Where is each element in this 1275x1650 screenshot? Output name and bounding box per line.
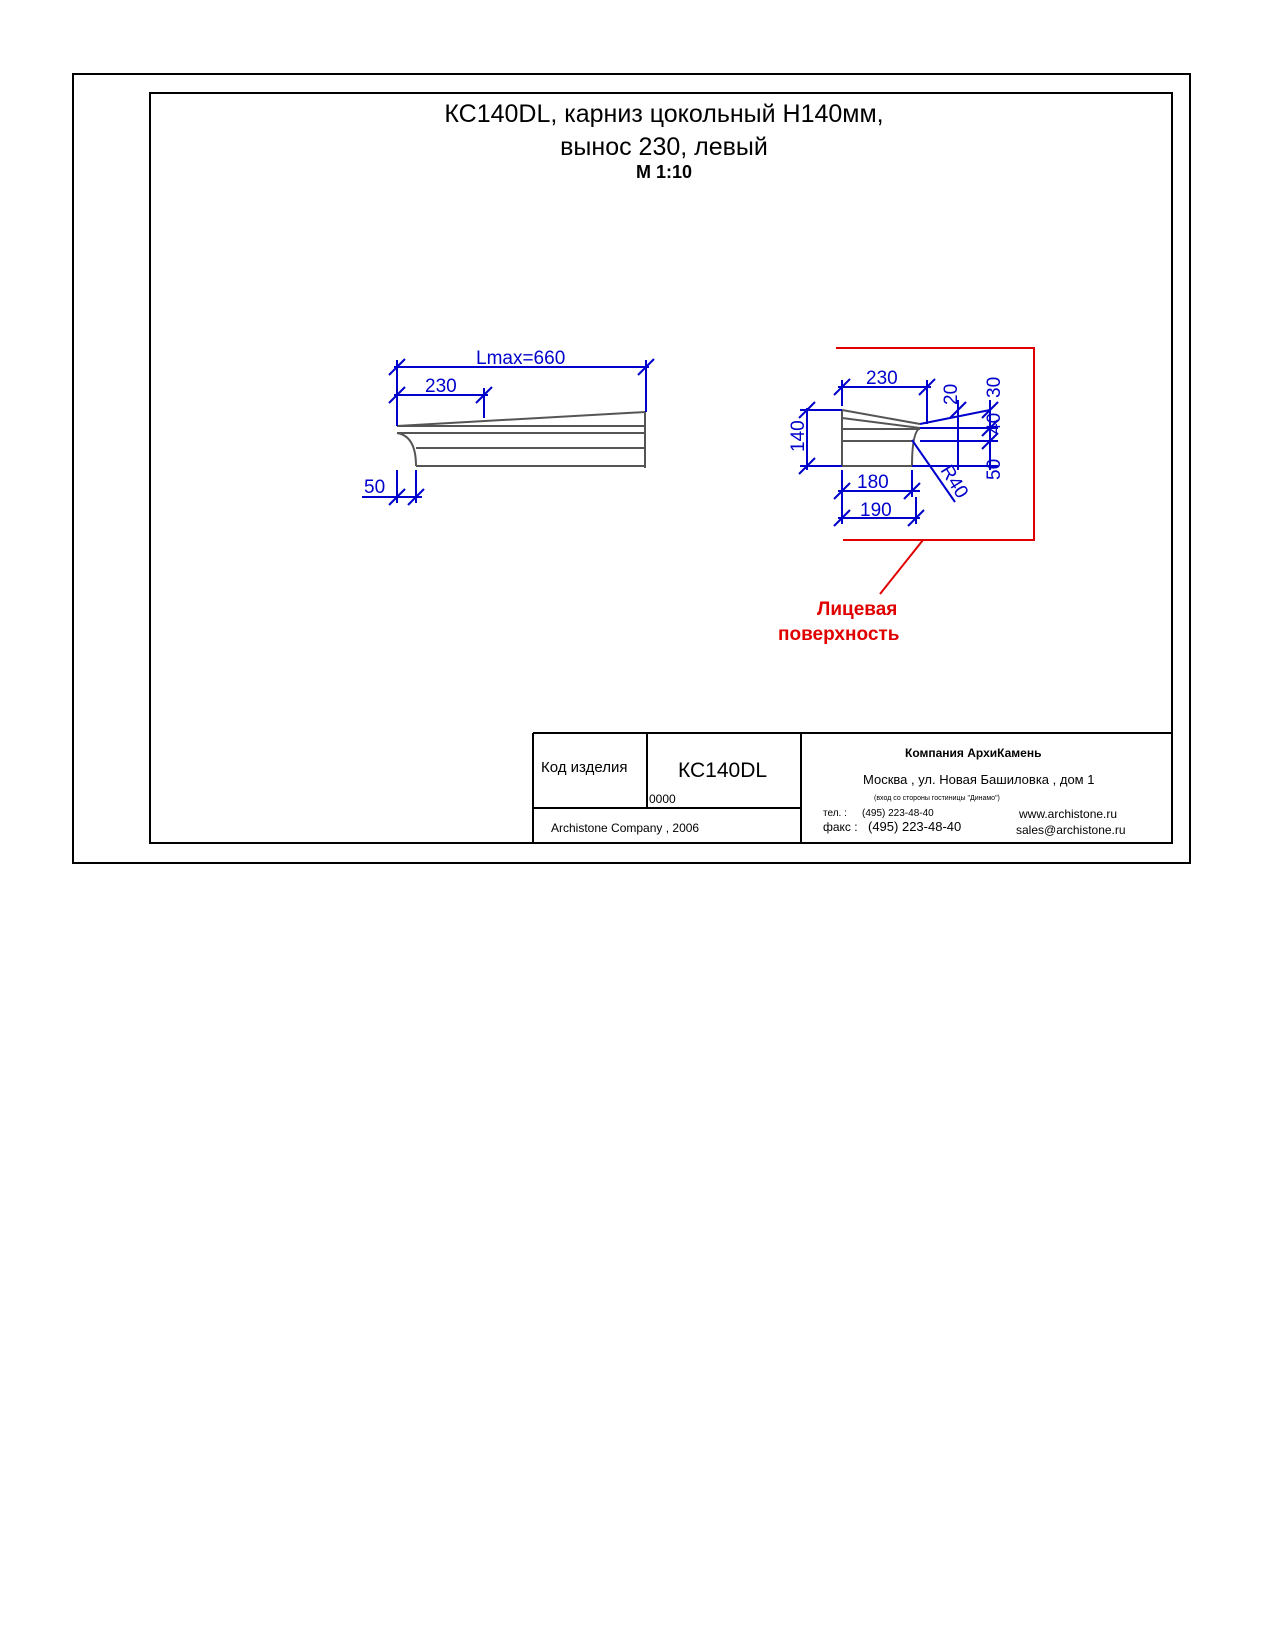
title-block-number: 0000	[649, 792, 676, 806]
section-dim-190: 190	[860, 500, 892, 521]
face-label-line2: поверхность	[778, 624, 900, 645]
title-block-code-value: КС140DL	[678, 759, 768, 782]
side-dim-50: 50	[364, 477, 386, 498]
title-block-address: Москва , ул. Новая Башиловка , дом 1	[863, 772, 1095, 787]
title-block-website: www.archistone.ru	[1019, 807, 1118, 821]
section-dim-140: 140	[788, 420, 809, 452]
section-dim-50: 50	[984, 458, 1005, 480]
title-block-tel: (495) 223-48-40	[862, 808, 934, 819]
section-dim-20: 20	[941, 383, 962, 405]
section-dim-230: 230	[866, 368, 898, 389]
title-block-company: Компания АрхиКамень	[905, 746, 1042, 760]
outer-frame	[73, 74, 1190, 863]
drawing-scale: М 1:10	[635, 162, 693, 182]
title-block-fax: (495) 223-48-40	[868, 819, 962, 834]
inner-frame	[150, 93, 1172, 843]
title-block-address-note: (вход со стороны гостиницы "Динамо")	[874, 795, 1000, 802]
face-label-line1: Лицевая	[817, 599, 898, 620]
section-dim-40: 40	[984, 412, 1005, 434]
section-dim-180: 180	[857, 472, 889, 493]
drawing-title-line2: вынос 230, левый	[560, 133, 768, 161]
side-dim-230: 230	[425, 376, 457, 397]
section-view	[842, 410, 920, 466]
title-block-fax-label: факс :	[823, 820, 858, 834]
drawing-title-line1: КС140DL, карниз цокольный Н140мм,	[444, 100, 884, 128]
title-block-code-label: Код изделия	[541, 759, 628, 776]
section-view-dimensions	[799, 379, 998, 526]
side-view	[397, 412, 645, 468]
title-block-copyright: Archistone Company , 2006	[551, 821, 700, 835]
section-dim-30: 30	[984, 376, 1005, 398]
section-radius-r40: R40	[935, 461, 973, 503]
title-block-tel-label: тел. :	[823, 808, 847, 819]
title-block-email: sales@archistone.ru	[1016, 823, 1126, 837]
side-lmax-label: Lmax=660	[476, 348, 566, 369]
